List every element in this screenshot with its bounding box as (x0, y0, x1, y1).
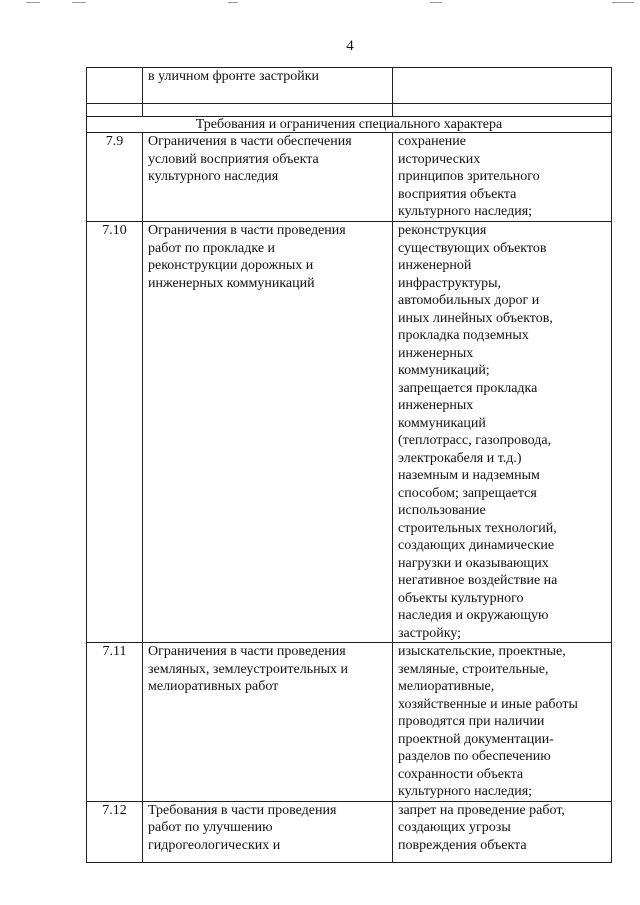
requirement-text-line: наследия и окружающую (398, 608, 549, 623)
requirement-text-line: реконструкция (398, 223, 487, 238)
requirements-table (86, 67, 612, 863)
restriction-name-line: Требования в части проведения (148, 802, 337, 818)
requirement-text-line: изыскательские, проектные, (398, 644, 566, 659)
spacer-cell (143, 104, 393, 117)
requirements-table-body (87, 68, 612, 863)
restriction-name-line: Ограничения в части проведения (148, 223, 346, 238)
requirement-text-line: инженерной (398, 258, 472, 273)
requirement-text-line: проводятся при наличии (398, 714, 545, 729)
restriction-name-cell (143, 643, 393, 802)
table-row (87, 222, 612, 643)
restriction-name-line: условий восприятия объекта (148, 151, 319, 167)
table-row-continuation (87, 68, 612, 104)
restriction-name-line: гидрогеологических и (148, 837, 281, 853)
requirement-text-cell (393, 801, 612, 862)
requirement-text-line: использование (398, 503, 486, 518)
restriction-name-line-blank (148, 86, 387, 104)
requirement-text-line: иных линейных объектов, (398, 310, 553, 326)
restriction-name-cell (143, 68, 393, 104)
restriction-name-line: работ по улучшению (148, 820, 273, 835)
table-row (87, 801, 612, 862)
requirement-text-line: исторических (398, 151, 481, 167)
row-number-cell: 7.10 (87, 222, 143, 643)
requirement-text-line: сохранности объекта (398, 766, 524, 782)
requirement-text-cell (393, 133, 612, 222)
requirement-text-line: проектной документации- (398, 731, 554, 747)
requirement-text-cell (393, 68, 612, 104)
table-row-spacer (87, 104, 612, 117)
requirement-text-line: разделов по обеспечению (398, 749, 551, 764)
requirement-text-line: строительных технологий, (398, 520, 557, 536)
restriction-name-cell (143, 801, 393, 862)
requirement-text-line: создающих динамические (398, 538, 555, 553)
spacer-cell (393, 104, 612, 117)
requirement-text-line: объекты культурного (398, 590, 524, 606)
requirement-text-cell (393, 222, 612, 643)
requirement-text-line: автомобильных дорог и (398, 293, 540, 308)
requirement-text-line: электрокабеля и т.д.) (398, 450, 522, 466)
requirement-text-line: нагрузки и оказывающих (398, 555, 549, 571)
restriction-name-line: Ограничения в части обеспечения (148, 134, 352, 149)
requirement-text-line: культурного наследия; (398, 204, 533, 219)
requirement-text-line: восприятия объекта (398, 186, 517, 202)
requirement-text-line: существующих объектов (398, 240, 547, 256)
requirement-text-line: повреждения объекта (398, 837, 527, 853)
page-number: 4 (346, 38, 354, 54)
requirement-text-line: коммуникаций (398, 415, 486, 431)
requirement-text-line: инфраструктуры, (398, 275, 502, 291)
requirement-text-line: запрещается прокладка (398, 380, 538, 396)
requirement-text-line: земляные, строительные, (398, 661, 549, 677)
requirement-text-line: инженерных (398, 345, 474, 361)
row-number-cell: 7.12 (87, 801, 143, 862)
restriction-name-line: Ограничения в части проведения (148, 644, 346, 659)
spacer-cell (87, 104, 143, 117)
restriction-name-cell (143, 222, 393, 643)
table-row (87, 133, 612, 222)
restriction-name-line: мелиоративных работ (148, 679, 279, 694)
scan-edge-marks (0, 0, 640, 6)
requirement-text-line: негативное воздействие на (398, 573, 558, 588)
table-row (87, 643, 612, 802)
requirement-text-line: способом; запрещается (398, 485, 537, 501)
requirement-text-line: хозяйственные и иные работы (398, 696, 578, 712)
requirement-text-line: принципов зрительного (398, 169, 540, 184)
restriction-name-cell (143, 133, 393, 222)
requirement-text-line: прокладка подземных (398, 328, 529, 343)
restriction-name-line: культурного наследия (148, 169, 279, 184)
requirement-text-line: застройку; (398, 625, 462, 641)
section-header-row (87, 117, 612, 133)
requirement-text-line: наземным и надземным (398, 468, 540, 483)
restriction-name-line: в уличном фронте застройки (148, 69, 320, 84)
requirement-text-line: инженерных (398, 398, 474, 413)
restriction-name-line: земляных, землеустроительных и (148, 661, 348, 677)
requirement-text-line: культурного наследия; (398, 784, 533, 799)
requirement-text-line: запрет на проведение работ, (398, 802, 565, 818)
requirement-text-line: коммуникаций; (398, 363, 490, 378)
restriction-name-line: реконструкции дорожных и (148, 258, 314, 273)
requirement-text-cell (393, 643, 612, 802)
row-number-cell (87, 68, 143, 104)
requirement-text-line: сохранение (398, 134, 466, 149)
section-title: Требования и ограничения специального характера (87, 117, 612, 133)
row-number-cell: 7.9 (87, 133, 143, 222)
restriction-name-line: работ по прокладке и (148, 240, 276, 256)
requirement-text-line: мелиоративные, (398, 679, 495, 694)
requirement-text-line: (теплотрасс, газопровода, (398, 433, 552, 448)
requirement-text-line: создающих угрозы (398, 820, 511, 835)
restriction-name-line: инженерных коммуникаций (148, 275, 315, 291)
row-number-cell: 7.11 (87, 643, 143, 802)
